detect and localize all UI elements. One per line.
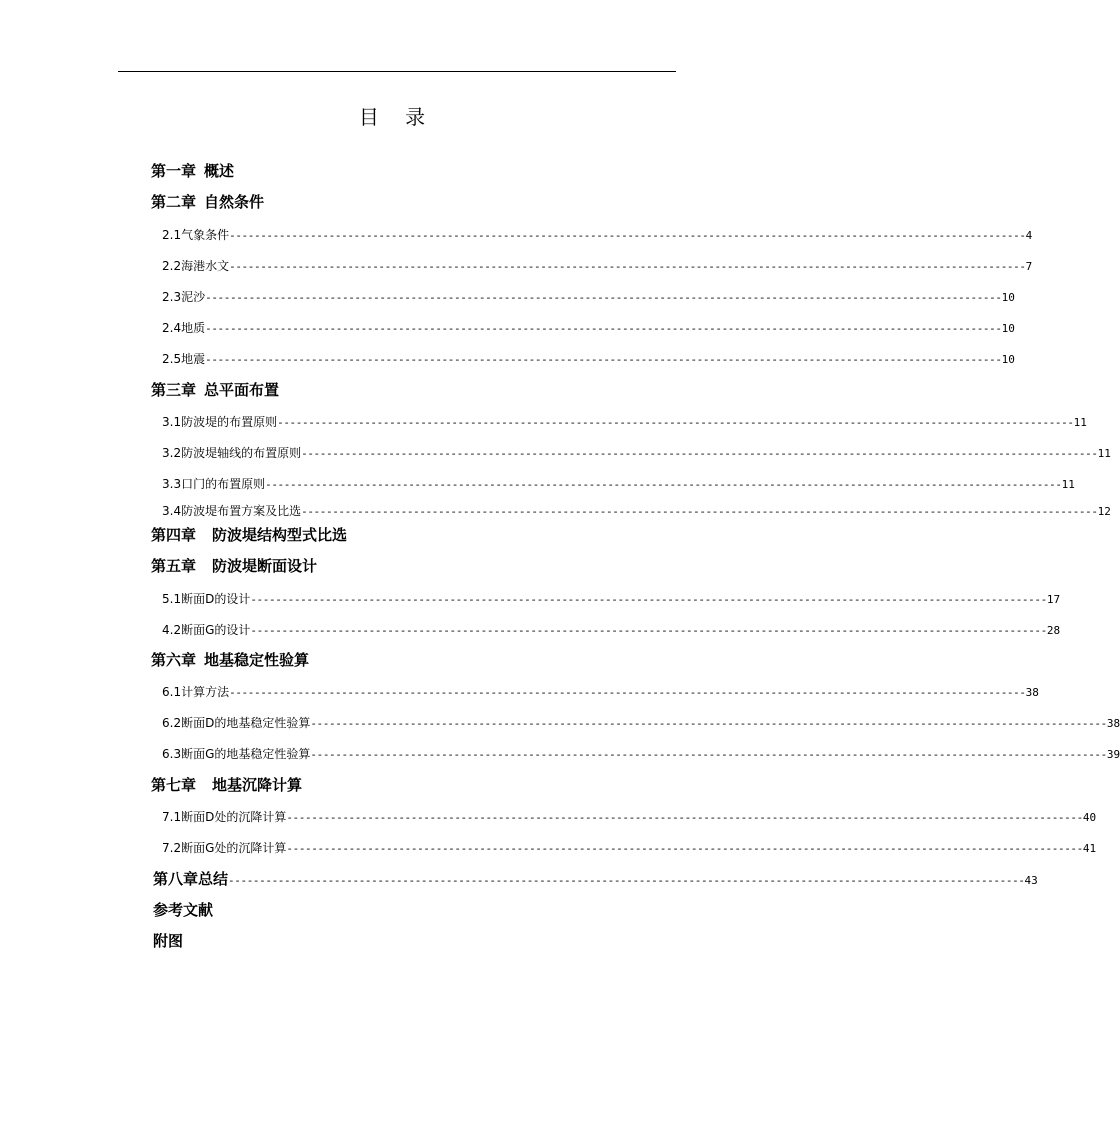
section-title: 3.3口门的布置原则 — [162, 477, 266, 491]
toc-section-entry[interactable] — [162, 257, 1033, 276]
chapter-title: 总结 — [198, 870, 229, 888]
dot-leader: -------------------------------------------------------------------------------------------------------------------------------- — [229, 229, 1026, 242]
page-number: 39 — [1106, 748, 1120, 761]
toc-chapter-entry[interactable] — [151, 160, 234, 182]
toc-section-entry[interactable] — [162, 288, 1015, 307]
section-title: 3.4防波堤布置方案及比选 — [162, 504, 302, 518]
chapter-number: 第三章 — [151, 381, 197, 399]
header-rule — [118, 71, 676, 72]
toc-section-entry[interactable] — [162, 413, 1087, 432]
page-number: 17 — [1046, 593, 1061, 606]
chapter-title: 自然条件 — [204, 193, 265, 211]
toc-section-entry[interactable] — [162, 714, 1120, 733]
chapter-number: 附图 — [153, 932, 184, 950]
toc-section-entry[interactable] — [162, 350, 1015, 369]
section-title: 2.5地震 — [162, 352, 206, 366]
chapter-number: 第一章 — [151, 162, 197, 180]
dot-leader: -------------------------------------------------------------------------------------------------------------------------------- — [301, 447, 1098, 460]
page-number: 4 — [1025, 229, 1033, 242]
dot-leader: -------------------------------------------------------------------------------------------------------------------------------- — [229, 260, 1026, 273]
dot-leader: -------------------------------------------------------------------------------------------------------------------------------- — [250, 593, 1047, 606]
page-number: 11 — [1073, 416, 1087, 429]
toc-chapter-entry[interactable] — [153, 930, 183, 952]
chapter-title: 防波堤结构型式比选 — [212, 526, 348, 544]
chapter-number: 第五章 — [151, 557, 197, 575]
section-title: 6.3断面G的地基稳定性验算 — [162, 747, 311, 761]
page-number: 10 — [1001, 353, 1015, 366]
chapter-title: 防波堤断面设计 — [212, 557, 318, 575]
section-title: 7.2断面G处的沉降计算 — [162, 841, 287, 855]
page-number: 12 — [1097, 505, 1111, 518]
section-title: 5.1断面D的设计 — [162, 592, 251, 606]
chapter-number: 第六章 — [151, 651, 197, 669]
toc-chapter-entry[interactable] — [151, 774, 302, 796]
dot-leader: -------------------------------------------------------------------------------------------------------------------------------- — [286, 811, 1083, 824]
toc-title: 目 录 — [358, 105, 436, 129]
toc-section-entry[interactable] — [162, 226, 1033, 245]
chapter-title: 概述 — [204, 162, 235, 180]
dot-leader: -------------------------------------------------------------------------------------------------------------------------------- — [250, 624, 1047, 637]
section-title: 2.4地质 — [162, 321, 206, 335]
toc-chapter-entry[interactable] — [151, 379, 279, 401]
page-number: 38 — [1106, 717, 1120, 730]
chapter-number: 第八章 — [153, 870, 199, 888]
section-title: 6.2断面D的地基稳定性验算 — [162, 716, 311, 730]
page-number: 40 — [1082, 811, 1097, 824]
dot-leader: -------------------------------------------------------------------------------------------------------------------------------- — [205, 291, 1002, 304]
chapter-title: 地基沉降计算 — [212, 776, 303, 794]
toc-section-entry[interactable] — [162, 444, 1111, 463]
toc-section-entry[interactable] — [162, 621, 1061, 640]
toc-section-entry[interactable] — [162, 319, 1015, 338]
dot-leader: -------------------------------------------------------------------------------------------------------------------------------- — [205, 322, 1002, 335]
section-title: 2.1气象条件 — [162, 228, 230, 242]
page-number: 38 — [1025, 686, 1039, 699]
section-title: 3.1防波堤的布置原则 — [162, 415, 278, 429]
page-number: 28 — [1046, 624, 1061, 637]
page-number: 11 — [1097, 447, 1111, 460]
toc-chapter-entry[interactable] — [151, 524, 347, 546]
chapter-number: 第七章 — [151, 776, 197, 794]
toc-section-entry[interactable] — [162, 590, 1061, 609]
dot-leader: -------------------------------------------------------------------------------------------------------------------------------- — [286, 842, 1083, 855]
section-title: 2.2海港水文 — [162, 259, 230, 273]
chapter-number: 参考文献 — [153, 901, 214, 919]
toc-chapter-entry[interactable] — [153, 868, 1038, 892]
toc-chapter-entry[interactable] — [151, 649, 309, 671]
dot-leader: -------------------------------------------------------------------------------------------------------------------------------- — [265, 478, 1062, 491]
section-title: 2.3泥沙 — [162, 290, 206, 304]
section-title: 4.2断面G的设计 — [162, 623, 251, 637]
chapter-number: 第四章 — [151, 526, 197, 544]
section-title: 3.2防波堤轴线的布置原则 — [162, 446, 302, 460]
dot-leader: -------------------------------------------------------------------------------------------------------------------------------- — [277, 416, 1074, 429]
dot-leader: -------------------------------------------------------------------------------------------------------------------------------- — [205, 353, 1002, 366]
toc-section-entry[interactable] — [162, 475, 1075, 494]
page-number: 10 — [1001, 322, 1015, 335]
page-number: 41 — [1082, 842, 1097, 855]
toc-section-entry[interactable] — [162, 502, 1111, 521]
dot-leader: -------------------------------------------------------------------------------------------------------------------------------- — [301, 505, 1098, 518]
page-number: 11 — [1061, 478, 1075, 491]
section-title: 6.1计算方法 — [162, 685, 230, 699]
dot-leader: -------------------------------------------------------------------------------------------------------------------------------- — [310, 748, 1107, 761]
dot-leader: -------------------------------------------------------------------------------------------------------------------------------- — [228, 874, 1025, 887]
chapter-title: 总平面布置 — [204, 381, 280, 399]
chapter-title: 地基稳定性验算 — [204, 651, 310, 669]
dot-leader: -------------------------------------------------------------------------------------------------------------------------------- — [310, 717, 1107, 730]
page-number: 43 — [1024, 874, 1038, 887]
page-number: 10 — [1001, 291, 1015, 304]
page-number: 7 — [1025, 260, 1033, 273]
toc-chapter-entry[interactable] — [153, 899, 213, 921]
toc-section-entry[interactable] — [162, 839, 1097, 858]
toc-chapter-entry[interactable] — [151, 555, 317, 577]
section-title: 7.1断面D处的沉降计算 — [162, 810, 287, 824]
toc-section-entry[interactable] — [162, 683, 1039, 702]
toc-section-entry[interactable] — [162, 745, 1120, 764]
toc-section-entry[interactable] — [162, 808, 1097, 827]
toc-chapter-entry[interactable] — [151, 191, 264, 213]
dot-leader: -------------------------------------------------------------------------------------------------------------------------------- — [229, 686, 1026, 699]
chapter-number: 第二章 — [151, 193, 197, 211]
